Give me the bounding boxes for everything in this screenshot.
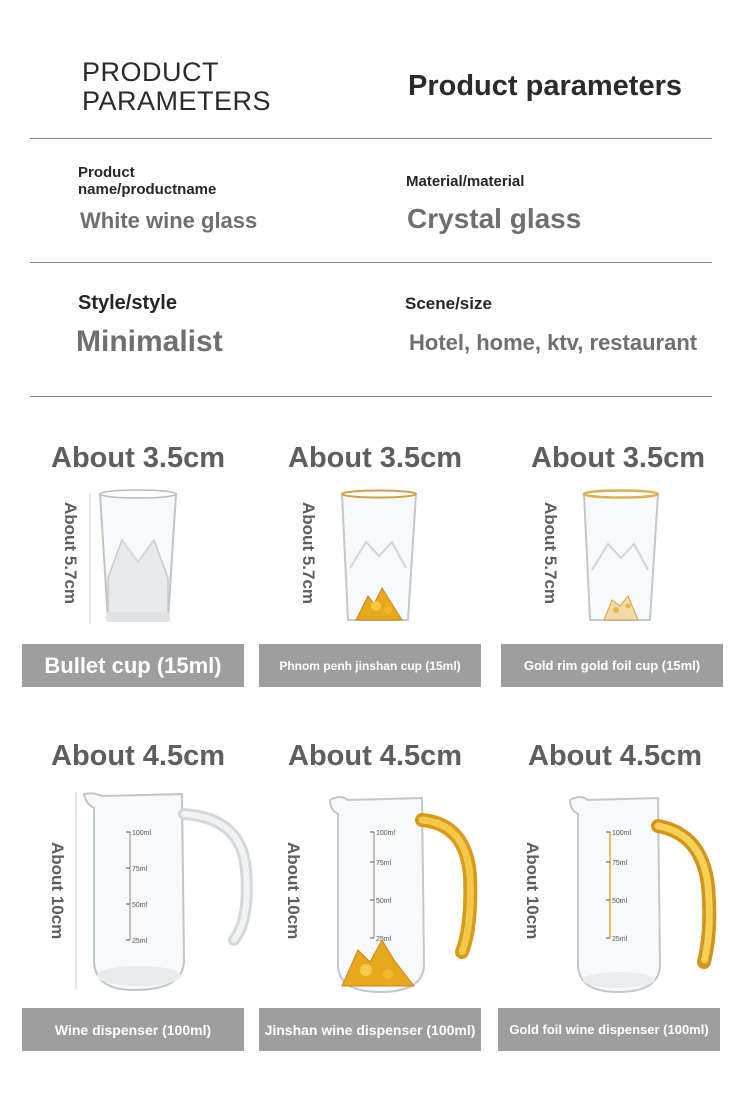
height-label: About 10cm — [284, 842, 303, 940]
product-name-label — [78, 164, 216, 198]
height-label: About 5.7cm — [541, 502, 560, 605]
scale-mark: 50ml — [612, 898, 628, 905]
scene-label: Scene/size — [405, 294, 492, 313]
divider — [30, 262, 712, 263]
scale-mark: 50ml — [132, 902, 148, 909]
style-value: Minimalist — [76, 325, 223, 358]
section-heading: Product parameters — [408, 70, 682, 102]
material-label: Material/material — [406, 173, 525, 190]
scale-mark: 25ml — [612, 936, 628, 943]
height-label: About 5.7cm — [299, 502, 318, 605]
gold-rim-cup-image — [570, 488, 670, 628]
jinshan-cup-image — [326, 488, 426, 628]
divider — [30, 396, 712, 397]
width-label: About 3.5cm — [288, 442, 463, 474]
scale-mark: 75ml — [376, 860, 392, 867]
product-name-value: White wine glass — [80, 208, 258, 233]
width-label: About 4.5cm — [288, 740, 463, 772]
wine-dispenser-image — [72, 790, 262, 1000]
height-label: About 10cm — [48, 842, 67, 940]
product-caption: Phnom penh jinshan cup (15ml) — [259, 644, 481, 687]
scale-mark: 25ml — [376, 936, 392, 943]
height-label: About 10cm — [523, 842, 542, 940]
page-title-line2: PARAMETERS — [82, 86, 272, 116]
product-caption: Wine dispenser (100ml) — [22, 1008, 244, 1051]
style-label: Style/style — [78, 292, 177, 314]
height-label: About 5.7cm — [61, 502, 80, 605]
scale-mark: 75ml — [132, 866, 148, 873]
divider — [30, 138, 712, 139]
width-label: About 4.5cm — [51, 740, 226, 772]
bullet-cup-image — [86, 488, 186, 628]
scale-mark: 100ml — [376, 830, 396, 837]
product-name-label-line2: name/productname — [78, 181, 217, 198]
product-caption: Jinshan wine dispenser (100ml) — [259, 1008, 481, 1051]
product-caption: Gold rim gold foil cup (15ml) — [501, 644, 723, 687]
page-title — [82, 58, 271, 116]
jinshan-dispenser-image — [318, 790, 488, 1000]
scale-mark: 100ml — [132, 830, 152, 837]
product-caption: Bullet cup (15ml) — [22, 644, 244, 687]
scale-mark: 75ml — [612, 860, 628, 867]
product-caption: Gold foil wine dispenser (100ml) — [498, 1008, 720, 1051]
product-name-label-line1: Product — [78, 164, 135, 181]
scale-mark: 50ml — [376, 898, 392, 905]
page-title-line1: PRODUCT — [82, 57, 219, 87]
scale-mark: 100ml — [612, 830, 632, 837]
width-label: About 3.5cm — [531, 442, 706, 474]
width-label: About 3.5cm — [51, 442, 226, 474]
scene-value: Hotel, home, ktv, restaurant — [409, 330, 698, 355]
scale-mark: 25ml — [132, 938, 148, 945]
gold-foil-dispenser-image — [562, 790, 732, 1000]
material-value: Crystal glass — [407, 203, 582, 234]
width-label: About 4.5cm — [528, 740, 703, 772]
